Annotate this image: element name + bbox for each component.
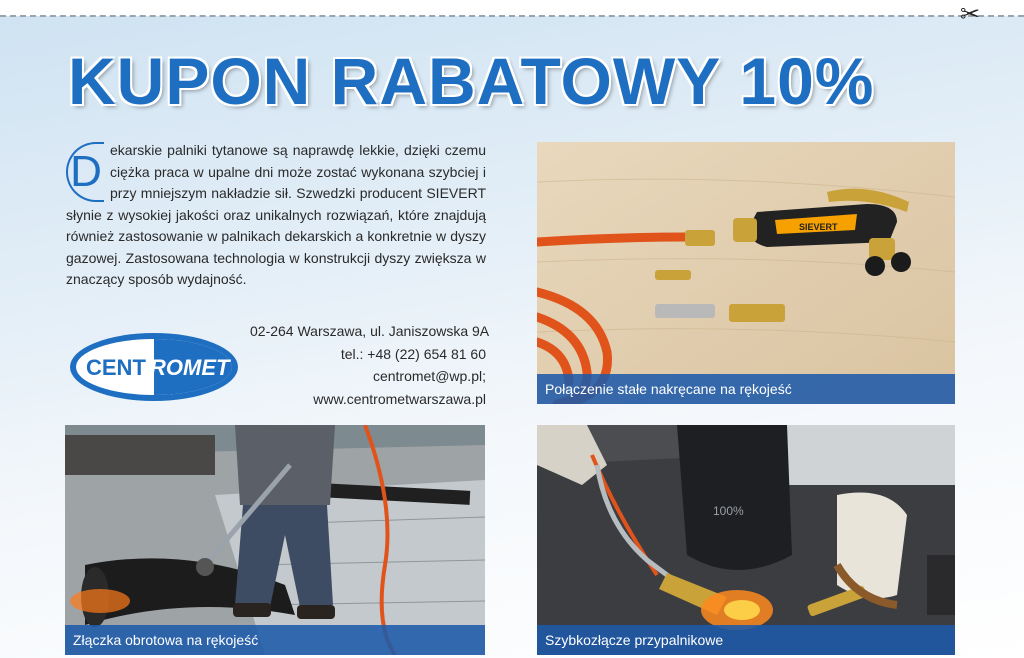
cut-line (0, 15, 1024, 17)
address: 02-264 Warszawa, ul. Janiszowska 9A (250, 323, 490, 339)
quick-coupler-2 (729, 304, 785, 322)
drop-cap: D (66, 142, 104, 202)
contact-info (250, 320, 490, 410)
bucket (677, 425, 792, 570)
quick-coupler-1 (655, 304, 715, 318)
roof-membrane (65, 435, 215, 475)
photo-roofer-torch (65, 425, 485, 655)
worker-shirt (235, 425, 335, 505)
email: centromet@wp.pl; (372, 368, 486, 384)
scissors-icon: ✂ (960, 0, 981, 28)
centromet-logo (68, 331, 240, 403)
photo-caption: Szybkozłącze przypalnikowe (537, 625, 955, 655)
phone: tel.: +48 (22) 654 81 60 (340, 345, 486, 362)
brass-inlet (733, 218, 757, 242)
roofer-illustration (65, 425, 485, 655)
logo-text-romet: ROMET (150, 355, 230, 380)
small-nozzle (655, 270, 691, 280)
photo-caption: Złączka obrotowa na rękojeść (65, 625, 485, 655)
quick-coupler-illustration (537, 425, 955, 655)
article-text-block (66, 140, 486, 291)
logo-text-cent: CENT (86, 355, 146, 380)
photo-caption: Połączenie stałe nakręcane na rękojeść (537, 374, 955, 404)
sievert-label: SIEVERT (799, 222, 838, 232)
website: www.centrometwarszawa.pl (313, 390, 486, 407)
photo-torch-connectors (537, 142, 955, 404)
photo-quick-coupler (537, 425, 955, 655)
article-body: ekarskie palniki tytanowe są naprawdę lekkie, dzięki czemu ciężka praca w upalne dni może zostać wykonana szybciej i przy mniejszym nakładzie sił. Szwedzki producent SIEVERT słynie z wysokiej jakości oraz unikalnych rozwiązań, które znajdują również zastosowanie w palnikach dekarskich a konkretnie w dyszy gazowej. Zastosowana technologia w konstrukcji dyszy zwiększa w znaczący sposób wydajność. (66, 142, 486, 287)
hose-fitting (685, 230, 715, 246)
coupon-title: KUPON RABATOWY 10% (68, 44, 875, 118)
bucket-label: 100% (713, 504, 744, 518)
flame (70, 589, 130, 613)
torch-connectors-illustration (537, 142, 955, 404)
